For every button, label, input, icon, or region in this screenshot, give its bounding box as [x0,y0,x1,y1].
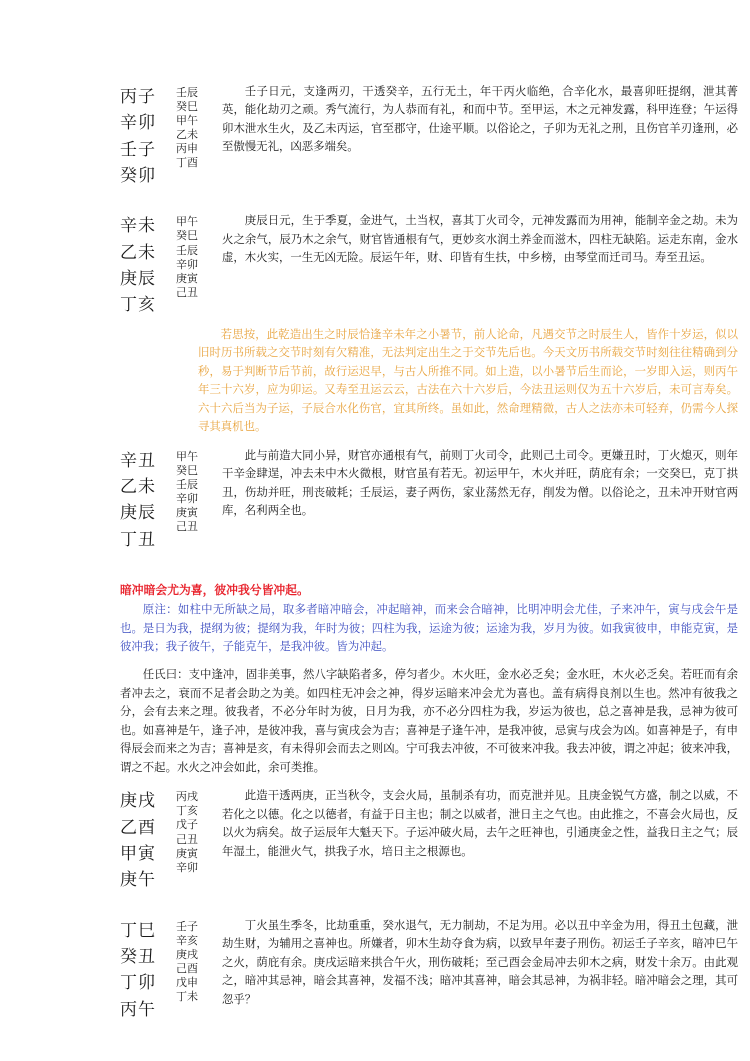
case-analysis-text: 丁火虽生季冬，比劫重重，癸水退气，无力制劫，不足为用。必以丑中辛金为用，得丑土包藏，泄劫生财，为辅用之喜神也。所嫌者，卯木生劫夺食为病，以致早年妻子刑伤。初运壬子辛亥，暗冲巳午之火，荫庇有余。庚戌运暗来拱合午火，刑伤破耗；至己酉会金局冲去卯木之病，财发十余万。由此观之，暗冲其忌神，暗会其喜神，发福不浅；暗冲其喜神，暗会其忌神，为祸非轻。暗冲暗会之理，其可忽乎？ [222,917,738,1006]
pillar-hour: 癸卯 [120,166,156,187]
luck-pillar: 辛卯 [176,491,198,505]
four-pillars-3 [120,446,172,553]
luck-pillar: 丁未 [176,990,198,1004]
case-analysis-text: 此与前造大同小异，财官亦通根有气，前则丁火司令，此则己土司令。更嫌丑时，丁火熄灭，则年干辛金肆逞，冲去未中木火微根，财官虽有若无。初运甲午，木火并旺，荫庇有余；一交癸巳，克丁拱丑，伤劫并旺，刑丧破耗；壬辰运，妻子两伤，家业荡然无存，削发为僧。以俗论之，丑未冲开财官两库，名利两全也。 [222,447,738,517]
pillar-month: 乙未 [120,476,156,497]
luck-pillar: 辛卯 [176,257,198,271]
spacer [120,655,738,665]
four-pillars-4 [120,786,172,893]
luck-pillar: 庚寅 [176,505,198,519]
pillar-day: 甲寅 [120,843,156,864]
spacer [120,436,738,446]
luck-pillar: 庚戌 [176,947,198,961]
four-pillars-1 [120,82,172,189]
case-block-1 [120,82,738,189]
pillar-hour: 丁亥 [120,295,156,316]
luck-pillar: 壬辰 [176,86,198,99]
verse-heading: 暗冲暗会尤为喜，彼冲我兮皆冲起。 [120,582,309,597]
luck-pillar: 甲午 [176,215,198,229]
luck-pillar: 癸巳 [176,463,198,477]
four-pillars-5 [120,916,172,1023]
luck-pillar: 戊子 [176,818,198,832]
pillar-day: 壬子 [120,139,156,160]
luck-pillar: 壬辰 [176,477,198,491]
luck-pillar: 壬辰 [176,243,198,257]
case-analysis-text: 庚辰日元，生于季夏，金进气，土当权，喜其丁火司令，元神发露而为用神，能制辛金之劫。未为火之余气，辰乃木之余气，财官皆通根有气，更妙亥水润土养金而滋木，四柱无缺陷。运走东南，金水虚，木火实，一生无凶无险。辰运午年，财、印皆有生扶，中乡榜，由琴堂而迁司马。寿至丑运。 [222,213,738,265]
luck-pillar: 壬子 [176,919,198,933]
luck-pillar: 甲午 [176,449,198,463]
luck-pillar: 戊申 [176,975,198,989]
luck-pillar: 庚寅 [176,271,198,285]
case-block-5 [120,916,738,1023]
luck-pillars-2 [172,211,216,299]
luck-pillar: 丙申 [176,142,198,156]
case-block-3 [120,446,738,553]
commentary-renshi: 任氏曰：支中逢冲，固非美事，然八字缺陷者多，停匀者少。木火旺，金水必乏矣；金水旺，木火必乏矣。若旺而有余者冲去之，衰而不足者会助之为美。如四柱无冲会之神，得岁运暗来冲会尤为喜也。盖有病得良剂以生也。然冲有彼我之分，会有去来之理。彼我者，不必分年时为彼，日月为我，亦不必分四柱为我，岁运为彼也，总之喜神是我，忌神为彼可也。如喜神是午，逢子冲，是彼冲我，喜与寅戌会为吉；喜神是子逢午冲，是我冲彼，忌寅与戌会为凶。如喜神是子，有申得辰会而来之为吉；喜神是亥，有未得卯会而去之则凶。宁可我去冲彼，不可彼来冲我。我去冲彼，谓之冲起；彼来冲我，谓之不起。水火之冲会如此，余可类推。 [120,667,738,774]
luck-pillar: 丙戌 [176,790,198,804]
pillar-day: 庚辰 [120,269,156,290]
pillar-year: 辛丑 [120,450,156,471]
luck-pillar: 辛卯 [176,860,198,874]
pillar-year: 丙子 [120,87,156,107]
pillar-year: 庚戌 [120,791,156,812]
spacer [120,195,738,211]
luck-pillar: 丁亥 [176,804,198,818]
spacer [120,776,738,786]
case-analysis-text: 此造干透两庚，正当秋令，支会火局，虽制杀有功，而克泄并见。且庚金锐气方盛，制之以威，不若化之以德。化之以德者，有益于日主也；制之以威者，泄日主之气也。由此推之，不喜会火局也，反以火为病矣。故子运辰年大魁天下。子运冲破火局，去午之旺神也，引通庚金之性，益我日主之气；辰年湿土，能泄火气，拱我子水，培日主之根源也。 [222,788,738,858]
luck-pillar: 癸巳 [176,100,198,114]
case-analysis-text: 壬子日元，支逢两刃，干透癸辛，五行无土，年干丙火临绝，合辛化水，最喜卯旺提纲，泄其菁英，能化劫刃之顽。秀气流行，为人恭而有礼，和而中节。至甲运，木之元神发露，科甲连登；午运得卯木泄水生火，及乙未丙运，官至郡守，仕途平顺。以俗论之，子卯为无礼之刑，且伤官羊刃逢刑，必至傲慢无礼，凶恶多端矣。 [222,84,738,154]
spacer [120,900,738,916]
luck-pillar: 癸巳 [176,229,198,243]
luck-pillars-5 [172,916,216,1004]
spacer [120,559,738,581]
luck-pillars-3 [172,446,216,534]
luck-pillar: 己酉 [176,961,198,975]
pillar-month: 辛卯 [120,113,156,134]
pillar-hour: 丁丑 [120,529,156,550]
pillar-day: 丁卯 [120,973,156,994]
case-block-2 [120,211,738,318]
pillar-day: 庚辰 [120,503,156,524]
pillar-hour: 丙午 [120,999,156,1020]
luck-pillar: 乙未 [176,128,198,142]
page-content [120,82,738,1029]
pillar-month: 乙酉 [120,817,156,838]
luck-pillar: 庚寅 [176,846,198,860]
commentary-yuanzhu: 原注：如柱中无所缺之局，取多者暗冲暗会，冲起暗神，而来会合暗神，比明冲明会尤佳，子来冲午，寅与戌会午是也。是日为我，提纲为彼；提纲为我，年时为彼；四柱为我，运途为彼；运途为我，岁月为彼。如我寅彼申，申能克寅，是彼冲我；我子彼午，子能克午，是我冲彼。皆为冲起。 [120,602,738,653]
editor-note-ruosi: 若思按，此乾造出生之时辰恰逢辛未年之小暑节，前人论命，凡遇交节之时辰生人，皆作十岁运，似以旧时历书所载之交节时刻有欠精准，无法判定出生之于交节先后也。今天文历书所载交节时刻往往精确到分秒，易于判断节后节前，故行运迟早，与古人所推不同。如上造，以小暑节后生而论，一岁即入运，则丙午年三十六岁，应为卯运。又寿至丑运云云，古法在六十六岁后，今法丑运则仅为五十六岁后，未可言寿矣。六十六后当为子运，子辰合水化伤官，宜其所终。虽如此，然命理精微，古人之法亦未可轻弃，仍需今人探寻其真机也。 [198,326,738,434]
luck-pillar: 己丑 [176,832,198,846]
pillar-month: 乙未 [120,242,156,263]
luck-pillar: 丁酉 [176,156,198,170]
luck-pillar: 甲午 [176,114,198,128]
pillar-hour: 庚午 [120,870,156,891]
four-pillars-2 [120,211,172,318]
pillar-month: 癸丑 [120,946,156,967]
luck-pillar: 己丑 [176,285,198,299]
pillar-year: 辛未 [120,216,156,237]
luck-pillar: 辛亥 [176,933,198,947]
pillar-year: 丁巳 [120,920,156,941]
case-block-4 [120,786,738,893]
luck-pillar: 己丑 [176,519,198,533]
luck-pillars-1 [172,82,216,170]
luck-pillars-4 [172,786,216,874]
